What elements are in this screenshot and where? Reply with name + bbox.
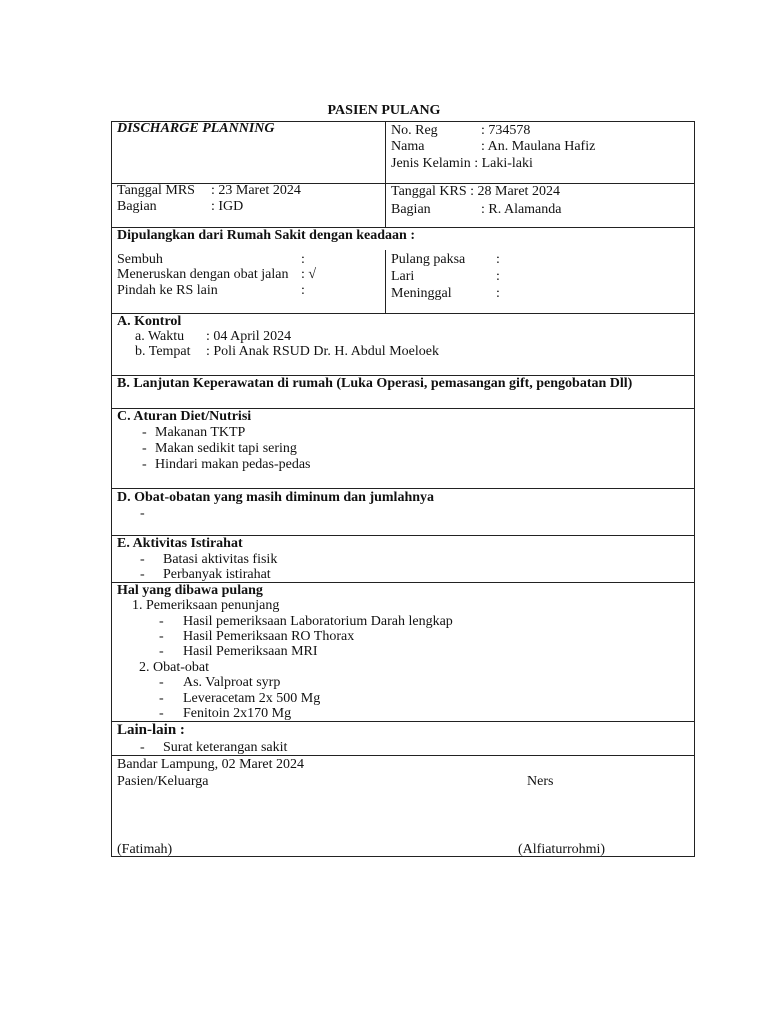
pulang-paksa-value: : — [496, 252, 500, 267]
list-dash: - — [142, 457, 147, 472]
dibawa-heading: Hal yang dibawa pulang — [117, 583, 263, 598]
lanjutan-heading: B. Lanjutan Keperawatan di rumah (Luka Operasi, pemasangan gift, pengobatan Dll) — [117, 376, 633, 391]
table-border-left — [111, 121, 112, 857]
list-item: Leveracetam 2x 500 Mg — [183, 691, 321, 706]
no-reg-value: : 734578 — [481, 123, 531, 138]
list-dash: - — [140, 740, 145, 755]
signature-place-date: Bandar Lampung, 02 Maret 2024 — [117, 757, 305, 772]
obat-jalan-value: : √ — [301, 267, 317, 282]
list-item: Makan sedikit tapi sering — [155, 441, 297, 456]
list-item: As. Valproat syrp — [183, 675, 281, 690]
pindah-rs-label: Pindah ke RS lain — [117, 283, 218, 298]
table-border-right — [694, 121, 695, 857]
diet-heading: C. Aturan Diet/Nutrisi — [117, 409, 252, 424]
list-item: Hasil Pemeriksaan MRI — [183, 644, 318, 659]
kontrol-waktu-label: a. Waktu — [135, 329, 185, 344]
sembuh-label: Sembuh — [117, 252, 163, 267]
bagian-left-value: : IGD — [211, 199, 244, 214]
mrs-label: Tanggal MRS — [117, 183, 195, 198]
list-dash: - — [159, 706, 164, 721]
bagian-right-value: : R. Alamanda — [481, 202, 562, 217]
bagian-left-label: Bagian — [117, 199, 157, 214]
dibawa-group-1: 1. Pemeriksaan penunjang — [132, 598, 280, 613]
nama-value: : An. Maulana Hafiz — [481, 139, 596, 154]
list-dash: - — [142, 441, 147, 456]
lari-value: : — [496, 269, 500, 284]
list-item: Perbanyak istirahat — [163, 567, 271, 582]
meninggal-value: : — [496, 286, 500, 301]
sembuh-value: : — [301, 252, 305, 267]
lari-label: Lari — [391, 269, 415, 284]
table-border-bottom — [111, 856, 695, 857]
list-item: Hasil Pemeriksaan RO Thorax — [183, 629, 355, 644]
bagian-right-label: Bagian — [391, 202, 431, 217]
dibawa-group-2: 2. Obat-obat — [139, 660, 209, 675]
signature-left-role: Pasien/Keluarga — [117, 774, 209, 789]
discharge-planning-heading: DISCHARGE PLANNING — [117, 121, 275, 136]
obat-heading: D. Obat-obatan yang masih diminum dan jumlahnya — [117, 490, 435, 505]
column-divider — [385, 121, 386, 228]
list-dash: - — [159, 675, 164, 690]
kontrol-waktu-value: : 04 April 2024 — [206, 329, 292, 344]
pulang-paksa-label: Pulang paksa — [391, 252, 466, 267]
pindah-rs-value: : — [301, 283, 305, 298]
lain-heading: Lain-lain : — [117, 722, 185, 738]
signature-right-name: (Alfiaturrohmi) — [518, 842, 606, 857]
jenis-kelamin: Jenis Kelamin : Laki-laki — [391, 156, 533, 171]
mrs-value: : 23 Maret 2024 — [211, 183, 301, 198]
list-item: - — [140, 506, 145, 521]
list-item: Surat keterangan sakit — [163, 740, 288, 755]
list-item: Fenitoin 2x170 Mg — [183, 706, 292, 721]
kontrol-tempat-value: : Poli Anak RSUD Dr. H. Abdul Moeloek — [206, 344, 439, 359]
krs: Tanggal KRS : 28 Maret 2024 — [391, 184, 560, 199]
meninggal-label: Meninggal — [391, 286, 452, 301]
list-dash: - — [140, 567, 145, 582]
signature-right-role: Ners — [527, 774, 554, 789]
page-title: PASIEN PULANG — [327, 103, 441, 118]
list-item: Hasil pemeriksaan Laboratorium Darah lengkap — [183, 614, 453, 629]
column-divider — [385, 250, 386, 314]
discharge-heading: Dipulangkan dari Rumah Sakit dengan keadaan : — [117, 228, 415, 243]
list-item: Hindari makan pedas-pedas — [155, 457, 311, 472]
list-dash: - — [159, 691, 164, 706]
nama-label: Nama — [391, 139, 425, 154]
list-item: Batasi aktivitas fisik — [163, 552, 278, 567]
list-dash: - — [142, 425, 147, 440]
obat-jalan-label: Meneruskan dengan obat jalan — [117, 267, 289, 282]
row-divider — [111, 313, 695, 314]
list-item: Makanan TKTP — [155, 425, 246, 440]
list-dash: - — [159, 614, 164, 629]
list-dash: - — [140, 552, 145, 567]
kontrol-heading: A. Kontrol — [117, 314, 182, 329]
row-divider — [111, 488, 695, 489]
no-reg-label: No. Reg — [391, 123, 438, 138]
kontrol-tempat-label: b. Tempat — [135, 344, 191, 359]
signature-left-name: (Fatimah) — [117, 842, 173, 857]
list-dash: - — [159, 644, 164, 659]
list-dash: - — [159, 629, 164, 644]
aktivitas-heading: E. Aktivitas Istirahat — [117, 536, 243, 551]
